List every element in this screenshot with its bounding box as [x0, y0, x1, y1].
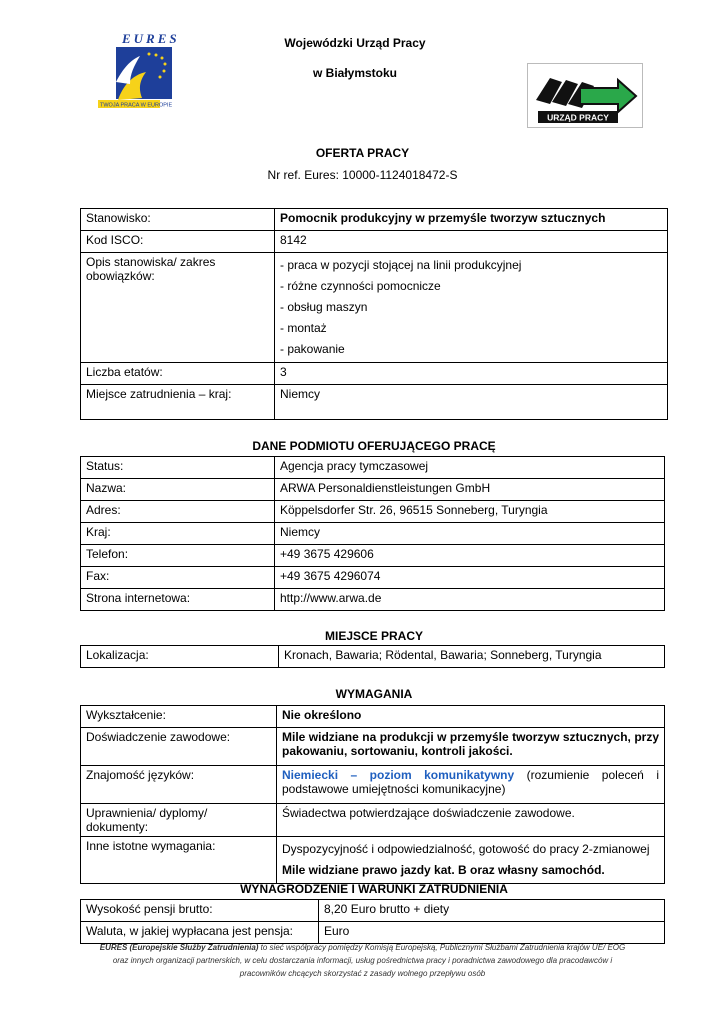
table-row — [81, 501, 665, 523]
employer-address-label: Adres: — [81, 501, 275, 523]
experience-value: Mile widziane na produkcji w przemyśle tworzyw sztucznych, przy pakowaniu, sortowaniu, kontroli jakości. — [277, 728, 665, 766]
footer-line-3: pracowników chcących skorzystać z zasady wolnego przepływu osób — [239, 969, 486, 978]
table-row — [81, 804, 665, 837]
certificates-label: Uprawnienia/ dyplomy/ dokumenty: — [81, 804, 277, 837]
table-row — [81, 523, 665, 545]
footer-bold: EURES (Europejskie Służby Zatrudnienia) — [99, 943, 259, 952]
table-row — [81, 706, 665, 728]
employer-status-value: Agencja pracy tymczasowej — [275, 457, 665, 479]
employer-name-value: ARWA Personaldienstleistungen GmbH — [275, 479, 665, 501]
education-value: Nie określono — [277, 706, 665, 728]
eures-logo-text: EURES — [122, 31, 178, 46]
duties-list — [275, 253, 668, 363]
table-row — [81, 728, 665, 766]
office-name-line1: Wojewódzki Urząd Pracy — [284, 36, 426, 50]
table-row — [81, 253, 668, 363]
requirements-heading: WYMAGANIA — [335, 687, 413, 701]
experience-label: Doświadczenie zawodowe: — [81, 728, 277, 766]
employer-country-label: Kraj: — [81, 523, 275, 545]
country-label: Miejsce zatrudnienia – kraj: — [81, 385, 275, 420]
other-requirements-value — [277, 837, 665, 884]
duty-item: - różne czynności pomocnicze — [280, 279, 441, 293]
eures-logo — [96, 30, 178, 110]
table-row — [81, 457, 665, 479]
offer-ref: Nr ref. Eures: 10000-1124018472-S — [267, 168, 458, 182]
employer-name-label: Nazwa: — [81, 479, 275, 501]
languages-label: Znajomość języków: — [81, 766, 277, 804]
isco-value: 8142 — [275, 231, 668, 253]
employer-phone-label: Telefon: — [81, 545, 275, 567]
duty-item: - montaż — [280, 321, 327, 335]
currency-label: Waluta, w jakiej wypłacana jest pensja: — [81, 922, 319, 944]
duty-item: - pakowanie — [280, 342, 345, 356]
employer-status-label: Status: — [81, 457, 275, 479]
table-row — [81, 363, 668, 385]
requirements-table — [80, 705, 665, 884]
etaty-label: Liczba etatów: — [81, 363, 275, 385]
table-row — [81, 545, 665, 567]
position-table — [80, 208, 668, 420]
table-row — [81, 646, 665, 668]
table-row — [81, 766, 665, 804]
table-row — [81, 589, 665, 611]
position-value: Pomocnik produkcyjny w przemyśle tworzyw sztucznych — [275, 209, 668, 231]
employer-website-label: Strona internetowa: — [81, 589, 275, 611]
workplace-heading: MIEJSCE PRACY — [324, 629, 424, 643]
workplace-value: Kronach, Bawaria; Rödental, Bawaria; Sonneberg, Turyngia — [279, 646, 665, 668]
education-label: Wykształcenie: — [81, 706, 277, 728]
footer-note — [60, 941, 665, 980]
language-details: (rozumienie poleceń i podstawowe umiejętności komunikacyjne) — [282, 768, 659, 796]
table-row — [81, 567, 665, 589]
office-name-line2: w Białymstoku — [312, 66, 398, 80]
footer-line-1-rest: to sieć współpracy pomiędzy Komisją Europejską, Publicznymi Służbami Zatrudnienia krajów UE/ EOG — [258, 943, 626, 952]
employer-phone-value: +49 3675 429606 — [275, 545, 665, 567]
employer-fax-value: +49 3675 4296074 — [275, 567, 665, 589]
salary-value: 8,20 Euro brutto + diety — [319, 900, 665, 922]
other-requirement-2: Mile widziane prawo jazdy kat. B oraz własny samochód. — [282, 863, 605, 877]
duties-label: Opis stanowiska/ zakres obowiązków: — [81, 253, 275, 363]
country-value: Niemcy — [275, 385, 668, 420]
employer-address-value: Köppelsdorfer Str. 26, 96515 Sonneberg, Turyngia — [275, 501, 665, 523]
employer-website-value[interactable]: http://www.arwa.de — [275, 589, 665, 611]
table-row — [81, 900, 665, 922]
duty-item: - praca w pozycji stojącej na linii produkcyjnej — [280, 258, 522, 272]
footer-line-1 — [60, 941, 665, 954]
employer-table — [80, 456, 665, 611]
footer-line-2: oraz innych organizacji partnerskich, w celu dostarczania informacji, usług pośrednictwa pracy i poradnictwa zawodowego dla pracodawców i — [112, 956, 613, 965]
other-requirement-1: Dyspozycyjność i odpowiedzialność, gotowość do pracy 2-zmianowej — [282, 842, 650, 856]
urzad-pracy-logo-text: URZĄD PRACY — [547, 112, 609, 123]
employer-fax-label: Fax: — [81, 567, 275, 589]
isco-label: Kod ISCO: — [81, 231, 275, 253]
eures-logo-sub: TWOJA PRACA W EUROPIE — [100, 102, 173, 109]
employer-country-value: Niemcy — [275, 523, 665, 545]
offer-title: OFERTA PRACY — [315, 146, 410, 160]
urzad-pracy-logo — [527, 63, 643, 128]
etaty-value: 3 — [275, 363, 668, 385]
table-row — [81, 479, 665, 501]
salary-heading: WYNAGRODZENIE I WARUNKI ZATRUDNIENIA — [240, 882, 508, 896]
salary-table — [80, 899, 665, 944]
certificates-value: Świadectwa potwierdzające doświadczenie zawodowe. — [277, 804, 665, 837]
table-row — [81, 385, 668, 420]
table-row — [81, 231, 668, 253]
other-requirements-label: Inne istotne wymagania: — [81, 837, 277, 884]
language-level: Niemiecki – poziom komunikatywny — [282, 768, 515, 782]
workplace-label: Lokalizacja: — [81, 646, 279, 668]
workplace-table — [80, 645, 665, 668]
duty-item: - obsług maszyn — [280, 300, 368, 314]
languages-value — [277, 766, 665, 804]
salary-label: Wysokość pensji brutto: — [81, 900, 319, 922]
table-row — [81, 209, 668, 231]
position-label: Stanowisko: — [81, 209, 275, 231]
employer-heading: DANE PODMIOTU OFERUJĄCEGO PRACĘ — [252, 439, 496, 453]
currency-value: Euro — [319, 922, 665, 944]
table-row — [81, 837, 665, 884]
